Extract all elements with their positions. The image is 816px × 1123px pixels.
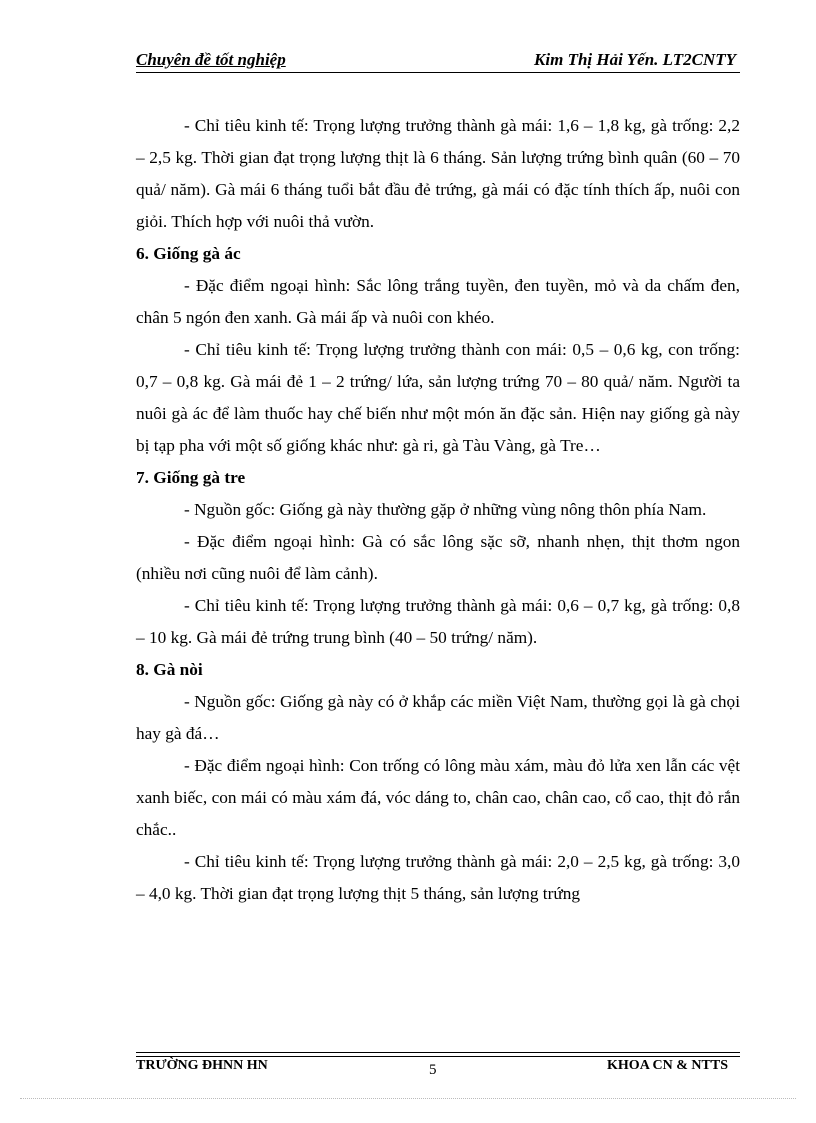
footer-faculty: KHOA CN & NTTS (607, 1058, 728, 1073)
paragraph: - Đặc điểm ngoại hình: Con trống có lông màu xám, màu đỏ lửa xen lẫn các vệt xanh biếc, con mái có màu xám đá, vóc dáng to, chân cao, chân cao, cổ cao, thịt đỏ rắn chắc.. (136, 756, 740, 839)
footer-school: TRƯỜNG ĐHNN HN (136, 1058, 268, 1073)
paragraph: - Chỉ tiêu kinh tế: Trọng lượng trưởng thành gà mái: 0,6 – 0,7 kg, gà trống: 0,8 – 10 kg. Gà mái đẻ trứng trung bình (40 – 50 trứng/ năm). (136, 596, 740, 647)
footer-rule (136, 1052, 740, 1057)
paragraph: - Chỉ tiêu kinh tế: Trọng lượng trưởng thành con mái: 0,5 – 0,6 kg, con trống: 0,7 – 0,8 kg. Gà mái đẻ 1 – 2 trứng/ lứa, sản lượng trứng 70 – 80 quả/ năm. Người ta nuôi gà ác để làm thuốc hay chế biến như một món ăn đặc sản. Hiện nay giống gà này bị tạp pha với một số giống khác như: gà ri, gà Tàu Vàng, gà Tre… (136, 340, 740, 455)
section-heading: 8. Gà nòi (136, 660, 203, 679)
header-author: Kim Thị Hải Yến. LT2CNTY (534, 50, 736, 69)
paragraph: - Nguồn gốc: Giống gà này thường gặp ở những vùng nông thôn phía Nam. (184, 500, 707, 519)
page-bottom-divider (20, 1098, 796, 1099)
page-footer (136, 1058, 740, 1078)
section-heading: 7. Giống gà tre (136, 468, 246, 487)
paragraph: - Đặc điểm ngoại hình: Sắc lông trắng tuyền, đen tuyền, mỏ và da chấm đen, chân 5 ngón đen xanh. Gà mái ấp và nuôi con khéo. (136, 276, 740, 327)
header-document-title: Chuyên đề tốt nghiệp (136, 50, 286, 69)
paragraph: - Chỉ tiêu kinh tế: Trọng lượng trưởng thành gà mái: 2,0 – 2,5 kg, gà trống: 3,0 – 4,0 kg. Thời gian đạt trọng lượng thịt 5 tháng, sản lượng trứng (136, 852, 740, 903)
section-heading: 6. Giống gà ác (136, 244, 241, 263)
page-header (136, 48, 740, 73)
document-body (136, 110, 740, 910)
paragraph: - Đặc điểm ngoại hình: Gà có sắc lông sặc sỡ, nhanh nhẹn, thịt thơm ngon (nhiều nơi cũng nuôi để làm cảnh). (136, 532, 740, 583)
paragraph: - Nguồn gốc: Giống gà này có ở khắp các miền Việt Nam, thường gọi là gà chọi hay gà đá… (136, 692, 740, 743)
paragraph: - Chỉ tiêu kinh tế: Trọng lượng trưởng thành gà mái: 1,6 – 1,8 kg, gà trống: 2,2 – 2,5 kg. Thời gian đạt trọng lượng thịt là 6 tháng. Sản lượng trứng bình quân (60 – 70 quả/ năm). Gà mái 6 tháng tuổi bắt đầu đẻ trứng, gà mái có đặc tính thích ấp, nuôi con giỏi. Thích hợp với nuôi thả vườn. (136, 116, 740, 231)
page-number: 5 (429, 1062, 437, 1078)
